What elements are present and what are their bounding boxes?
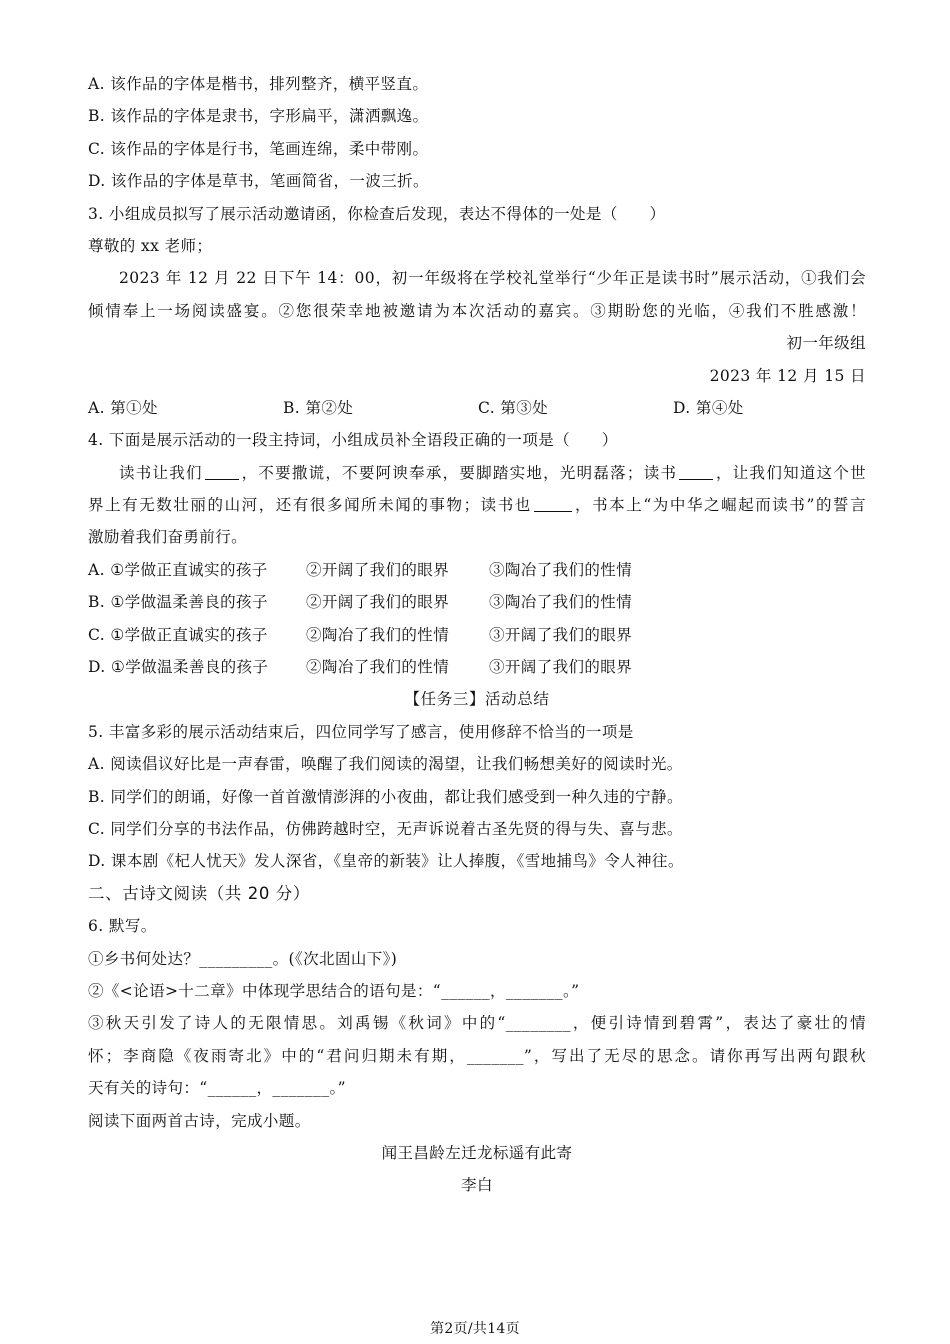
q4-text: 读书让我们 — [119, 463, 203, 482]
q2-option-a: A. 该作品的字体是楷书，排列整齐，横平竖直。 — [88, 75, 429, 93]
q4-text: ，让我们知道这个世 — [715, 463, 866, 482]
q5-option-d: D. 课本剧《杞人忧天》发人深省，《皇帝的新装》让人捧腹，《雪地捕鸟》令人神往。 — [88, 852, 684, 871]
section-2-heading: 二、古诗文阅读（共 20 分） — [88, 883, 310, 903]
q4-option-c-part-1: C. ①学做正直诚实的孩子 — [88, 625, 268, 644]
q3-date: 2023 年 12 月 15 日 — [709, 366, 866, 385]
q3-option-a: A. 第①处 — [88, 398, 158, 417]
q3-letter-line-1: 2023 年 12 月 22 日下午 14：00，初一年级将在学校礼堂举行“少年正是读书时”展示活动，①我们会 — [119, 269, 866, 288]
document-page — [88, 68, 866, 1202]
q3-option-c: C. 第③处 — [478, 398, 549, 417]
q6-line-3: ③秋天引发了诗人的无限情思。刘禹锡《秋词》中的“________，便引诗情到碧霄”，表达了豪壮的情 — [88, 1014, 866, 1033]
reading-intro: 阅读下面两首古诗，完成小题。 — [88, 1111, 311, 1130]
q4-text: ，不要撒谎，不要阿谀奉承，要脚踏实地，光明磊落；读书 — [240, 463, 678, 482]
q4-option-b-part-2: ②开阔了我们的眼界 — [306, 593, 450, 612]
q4-option-d-part-1: D. ①学做温柔善良的孩子 — [88, 658, 269, 677]
q6-line-5: 天有关的诗句：“______，_______。” — [88, 1079, 346, 1098]
q4-option-c — [88, 619, 866, 651]
q2-option-b: B. 该作品的字体是隶书，字形扁平，潇洒飘逸。 — [88, 107, 429, 126]
task-3-heading: 【任务三】活动总结 — [404, 690, 550, 709]
q6-stem: 6. 默写。 — [88, 917, 157, 936]
q4-option-d-part-2: ②陶冶了我们的性情 — [306, 658, 450, 677]
q4-option-b-part-3: ③陶冶了我们的性情 — [489, 593, 633, 612]
q4-passage-line-2 — [88, 489, 866, 521]
q3-salutation: 尊敬的 xx 老师； — [88, 236, 213, 255]
q2-option-c: C. 该作品的字体是行书，笔画连绵，柔中带刚。 — [88, 139, 429, 158]
q4-passage-line-1 — [88, 457, 866, 489]
q4-option-d-part-3: ③开阔了我们的眼界 — [489, 658, 633, 677]
q4-passage-line-3: 激励着我们奋勇前行。 — [88, 528, 248, 547]
q4-option-d — [88, 651, 866, 683]
page-footer: 第2页/共14页 — [430, 1321, 520, 1337]
q4-option-c-part-2: ②陶冶了我们的性情 — [306, 625, 450, 644]
q4-option-b — [88, 586, 866, 618]
poem-title: 闻王昌龄左迁龙标遥有此寄 — [381, 1143, 573, 1162]
q4-option-a-part-1: A. ①学做正直诚实的孩子 — [88, 560, 268, 579]
q4-option-c-part-3: ③开阔了我们的眼界 — [489, 625, 633, 644]
q3-stem: 3. 小组成员拟写了展示活动邀请函，你检查后发现，表达不得体的一处是（ ） — [88, 204, 666, 223]
q4-blank-2 — [679, 463, 713, 480]
q4-option-a — [88, 554, 866, 586]
q4-blank-1 — [205, 463, 239, 480]
q2-option-d: D. 该作品的字体是草书，笔画简省，一波三折。 — [88, 172, 429, 191]
q3-letter-line-2: 倾情奉上一场阅读盛宴。②您很荣幸地被邀请为本次活动的嘉宾。③期盼您的光临，④我们不胜感激！ — [88, 301, 866, 320]
q3-option-d: D. 第④处 — [673, 398, 744, 417]
q4-option-b-part-1: B. ①学做温柔善良的孩子 — [88, 593, 268, 612]
poem-author: 李白 — [461, 1176, 493, 1195]
q4-option-a-part-2: ②开阔了我们的眼界 — [306, 560, 450, 579]
q5-option-c: C. 同学们分享的书法作品，仿佛跨越时空，无声诉说着古圣先贤的得与失、喜与悲。 — [88, 819, 683, 838]
q3-signature: 初一年级组 — [786, 334, 866, 353]
q4-option-a-part-3: ③陶冶了我们的性情 — [489, 560, 633, 579]
q3-option-b: B. 第②处 — [283, 398, 354, 417]
q4-text: 界上有无数壮丽的山河，还有很多闻所未闻的事物；读书也 — [88, 496, 532, 515]
q3-options — [88, 392, 866, 424]
q4-blank-3 — [534, 495, 572, 512]
q5-option-a: A. 阅读倡议好比是一声春雷，唤醒了我们阅读的渴望，让我们畅想美好的阅读时光。 — [88, 755, 683, 774]
q6-line-1: ①乡书何处达？_________。(《次北固山下》) — [88, 949, 398, 968]
q4-stem: 4. 下面是展示活动的一段主持词，小组成员补全语段正确的一项是（ ） — [88, 431, 618, 450]
q6-line-2: ②《<论语>十二章》中体现学思结合的语句是：“______，_______。” — [88, 981, 580, 1000]
q5-option-b: B. 同学们的朗诵，好像一首首激情澎湃的小夜曲，都让我们感受到一种久违的宁静。 — [88, 787, 683, 806]
q5-stem: 5. 丰富多彩的展示活动结束后，四位同学写了感言，使用修辞不恰当的一项是 — [88, 722, 634, 741]
q6-line-4: 怀；李商隐《夜雨寄北》中的“君问归期未有期，_______”，写出了无尽的思念。请你再写出两句跟秋 — [88, 1046, 866, 1065]
q4-text: ，书本上“为中华之崛起而读书”的誓言 — [573, 496, 866, 515]
